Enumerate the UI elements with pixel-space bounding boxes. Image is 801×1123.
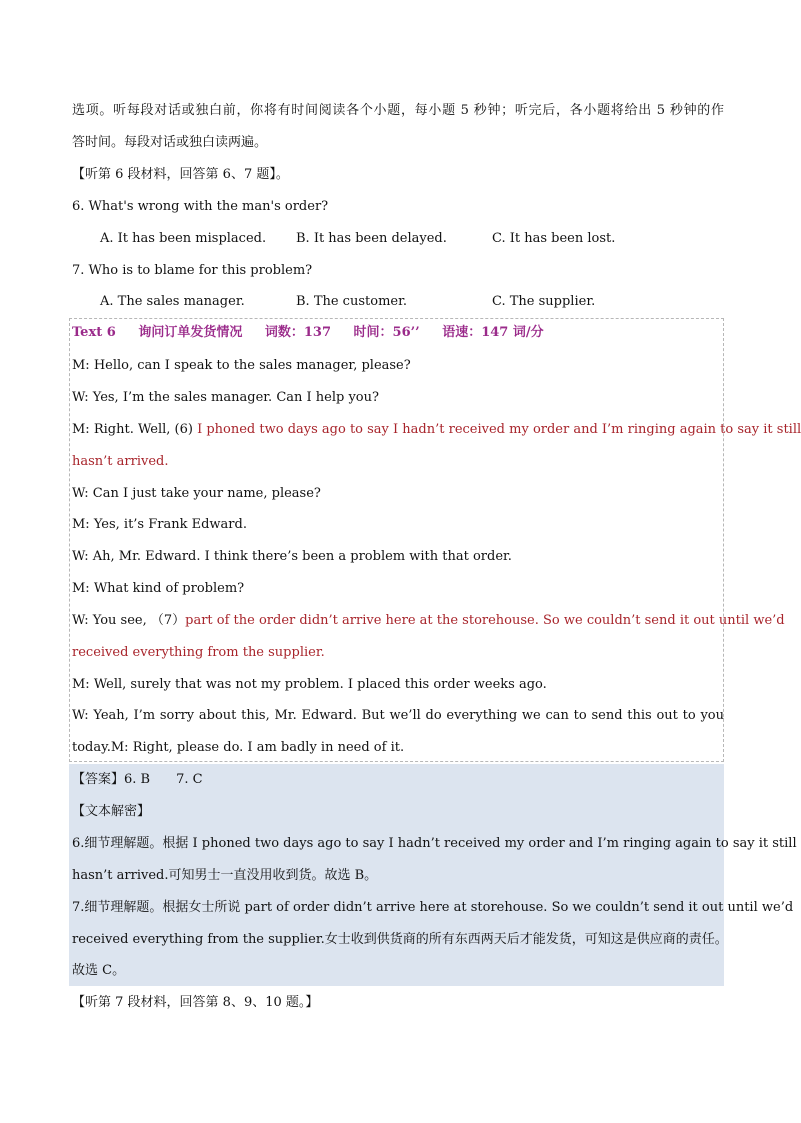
question-7-stem: 7. Who is to blame for this problem? — [72, 263, 313, 278]
transcript-line-4-highlight: hasn’t arrived. — [72, 454, 169, 469]
text6-word-count: 词数：137 — [264, 325, 331, 340]
transcript-line-3 — [72, 420, 801, 440]
transcript-line-7: W: Ah, Mr. Edward. I think there’s been a problem with that order. — [72, 549, 512, 564]
transcript-line-9 — [72, 611, 785, 631]
explanation-line-2: hasn’t arrived.可知男士一直没用收到货。故选 B。 — [72, 868, 378, 883]
explanation-line-4: received everything from the supplier.女士收到供货商的所有东西两天后才能发货，可知这是供应商的责任。 — [72, 932, 728, 947]
transcript-line-1: M: Hello, can I speak to the sales manager, please? — [72, 358, 411, 373]
transcript-line-9-prefix: W: You see, （7） — [72, 613, 186, 628]
question-6-option-c[interactable]: C. It has been lost. — [492, 231, 616, 246]
section-7-heading: 【听第 7 段材料，回答第 8、9、10 题。】 — [72, 995, 319, 1010]
explanation-title: 【文本解密】 — [72, 804, 151, 819]
question-6-option-b[interactable]: B. It has been delayed. — [296, 231, 447, 246]
transcript-line-2: W: Yes, I’m the sales manager. Can I help you? — [72, 390, 379, 405]
answer-label: 【答案】6. B 7. C — [72, 772, 203, 787]
transcript-line-8: M: What kind of problem? — [72, 581, 245, 596]
question-6-option-a[interactable]: A. It has been misplaced. — [100, 231, 267, 246]
question-7-option-c[interactable]: C. The supplier. — [492, 294, 596, 309]
text6-title: Text 6 — [72, 325, 116, 340]
transcript-line-9-highlight: part of the order didn’t arrive here at the storehouse. So we couldn’t send it out until we’d — [185, 613, 785, 628]
explanation-line-3: 7.细节理解题。根据女士所说 part of order didn’t arrive here at storehouse. So we couldn’t send it out until we’d — [72, 900, 794, 915]
transcript-line-10-highlight: received everything from the supplier. — [72, 645, 325, 660]
question-7-option-a[interactable]: A. The sales manager. — [100, 294, 245, 309]
question-6-stem: 6. What's wrong with the man's order? — [72, 199, 329, 214]
text6-topic: 询问订单发货情况 — [138, 325, 243, 340]
explanation-line-1: 6.细节理解题。根据 I phoned two days ago to say I hadn’t received my order and I’m ringing again to say it still — [72, 836, 797, 851]
text6-duration: 时间：56’’ — [353, 325, 420, 340]
intro-line-2: 答时间。每段对话或独白读两遍。 — [72, 135, 268, 150]
transcript-line-11: M: Well, surely that was not my problem. I placed this order weeks ago. — [72, 677, 547, 692]
intro-line-1: 选项。听每段对话或独白前，你将有时间阅读各个小题，每小题 5 秒钟；听完后，各小题将给出 5 秒钟的作 — [72, 103, 724, 118]
transcript-box — [69, 318, 724, 762]
text6-header — [72, 323, 562, 343]
section-6-heading: 【听第 6 段材料，回答第 6、7 题】。 — [72, 167, 289, 182]
transcript-line-5: W: Can I just take your name, please? — [72, 486, 321, 501]
transcript-line-13: today.M: Right, please do. I am badly in need of it. — [72, 740, 405, 755]
transcript-line-3-highlight: I phoned two days ago to say I hadn’t received my order and I’m ringing again to say it still — [197, 422, 801, 437]
explanation-line-5: 故选 C。 — [72, 963, 126, 978]
transcript-line-12: W: Yeah, I’m sorry about this, Mr. Edward. But we’ll do everything we can to send this out to you — [72, 708, 724, 723]
transcript-line-6: M: Yes, it’s Frank Edward. — [72, 517, 247, 532]
transcript-line-3-prefix: M: Right. Well, (6) — [72, 422, 198, 437]
question-7-option-b[interactable]: B. The customer. — [296, 294, 408, 309]
text6-speed: 语速：147 词/分 — [442, 325, 544, 340]
